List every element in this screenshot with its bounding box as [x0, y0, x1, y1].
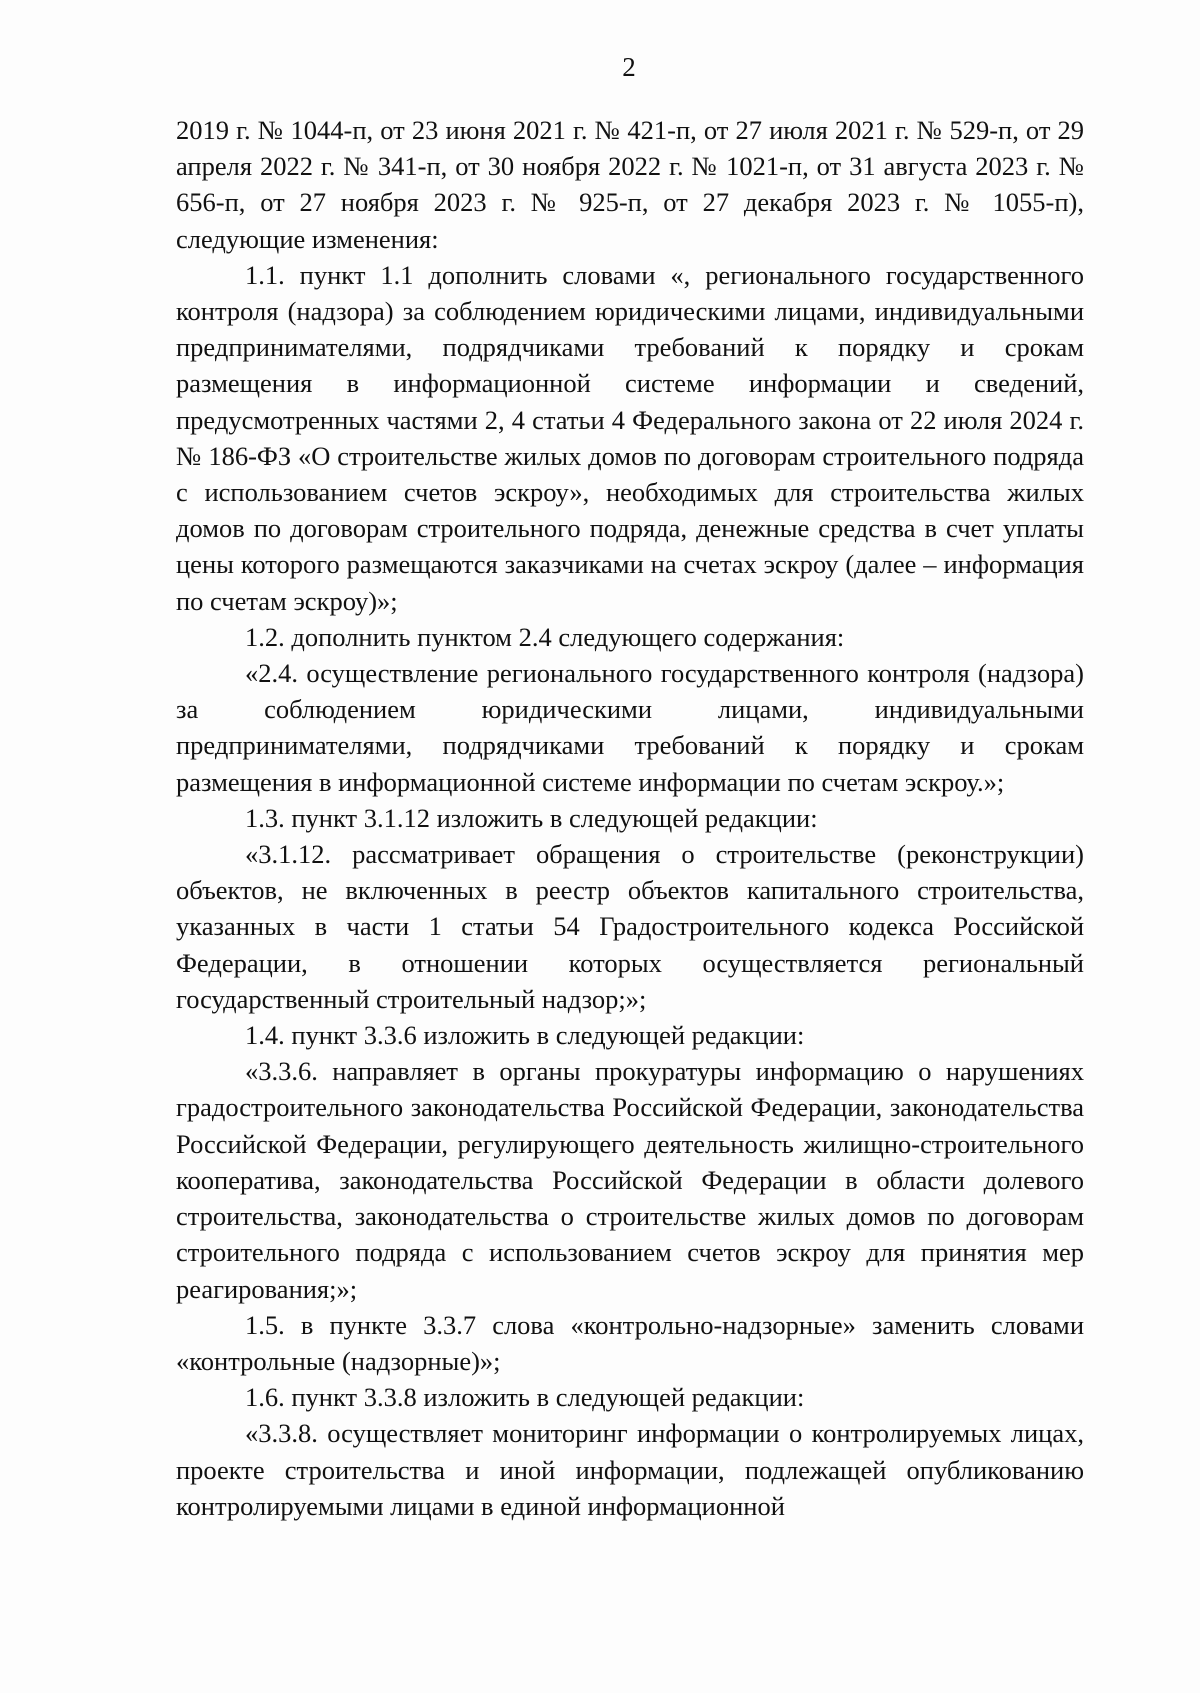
- paragraph-item-1-1: 1.1. пункт 1.1 дополнить словами «, регионального государственного контроля (надзора) за соблюдением юридическими лицами, индивидуальными предпринимателями, подрядчиками требований к порядку и срокам размещения в информационной системе информации и сведений, предусмотренных частями 2, 4 статьи 4 Федерального закона от 22 июля 2024 г. № 186-ФЗ «О строительстве жилых домов по договорам строительного подряда с использованием счетов эскроу», необходимых для строительства жилых домов по договорам строительного подряда, денежные средства в счет уплаты цены которого размещаются заказчиками на счетах эскроу (далее – информация по счетам эскроу)»;: [176, 259, 1084, 616]
- paragraph-quote-3-3-8: «3.3.8. осуществляет мониторинг информации о контролируемых лицах, проекте строительства и иной информации, подлежащей опубликованию контролируемыми лицами в единой информационной: [176, 1418, 1084, 1521]
- paragraph-item-1-4: 1.4. пункт 3.3.6 изложить в следующей редакции:: [245, 1020, 805, 1051]
- paragraph-quote-3-1-12: «3.1.12. рассматривает обращения о строительстве (реконструкции) объектов, не включенных в реестр объектов капитального строительства, указанных в части 1 статьи 54 Градостроительного кодекса Российской Федерации, в отношении которых осуществляется региональный государственный строительный надзор;»;: [176, 839, 1084, 1014]
- document-body: [176, 112, 1084, 1524]
- paragraph-quote-3-3-6: «3.3.6. направляет в органы прокуратуры информацию о нарушениях градостроительного законодательства Российской Федерации, законодательства Российской Федерации, регулирующего деятельность жилищно-строительного кооператива, законодательства Российской Федерации в области долевого строительства, законодательства о строительстве жилых домов по договорам строительного подряда с использованием счетов эскроу для принятия мер реагирования;»;: [176, 1056, 1084, 1304]
- page-number: 2: [622, 52, 636, 82]
- paragraph-item-1-5: 1.5. в пункте 3.3.7 слова «контрольно-надзорные» заменить словами «контрольные (надзорные)»;: [176, 1309, 1084, 1376]
- paragraph-item-1-2: 1.2. дополнить пунктом 2.4 следующего содержания:: [245, 621, 845, 652]
- paragraph-quote-2-4: «2.4. осуществление регионального государственного контроля (надзора) за соблюдением юридическими лицами, индивидуальными предпринимателями, подрядчиками требований к порядку и срокам размещения в информационной системе информации по счетам эскроу.»;: [176, 658, 1084, 797]
- paragraph-continuation: 2019 г. № 1044-п, от 23 июня 2021 г. № 421-п, от 27 июля 2021 г. № 529-п, от 29 апреля 2022 г. № 341-п, от 30 ноября 2022 г. № 1021-п, от 31 августа 2023 г. № 656-п, от 27 ноября 2023 г. № 925-п, от 27 декабря 2023 г. № 1055-п), следующие изменения:: [176, 115, 1084, 254]
- paragraph-item-1-6: 1.6. пункт 3.3.8 изложить в следующей редакции:: [245, 1382, 805, 1413]
- paragraph-item-1-3: 1.3. пункт 3.1.12 изложить в следующей редакции:: [245, 802, 818, 833]
